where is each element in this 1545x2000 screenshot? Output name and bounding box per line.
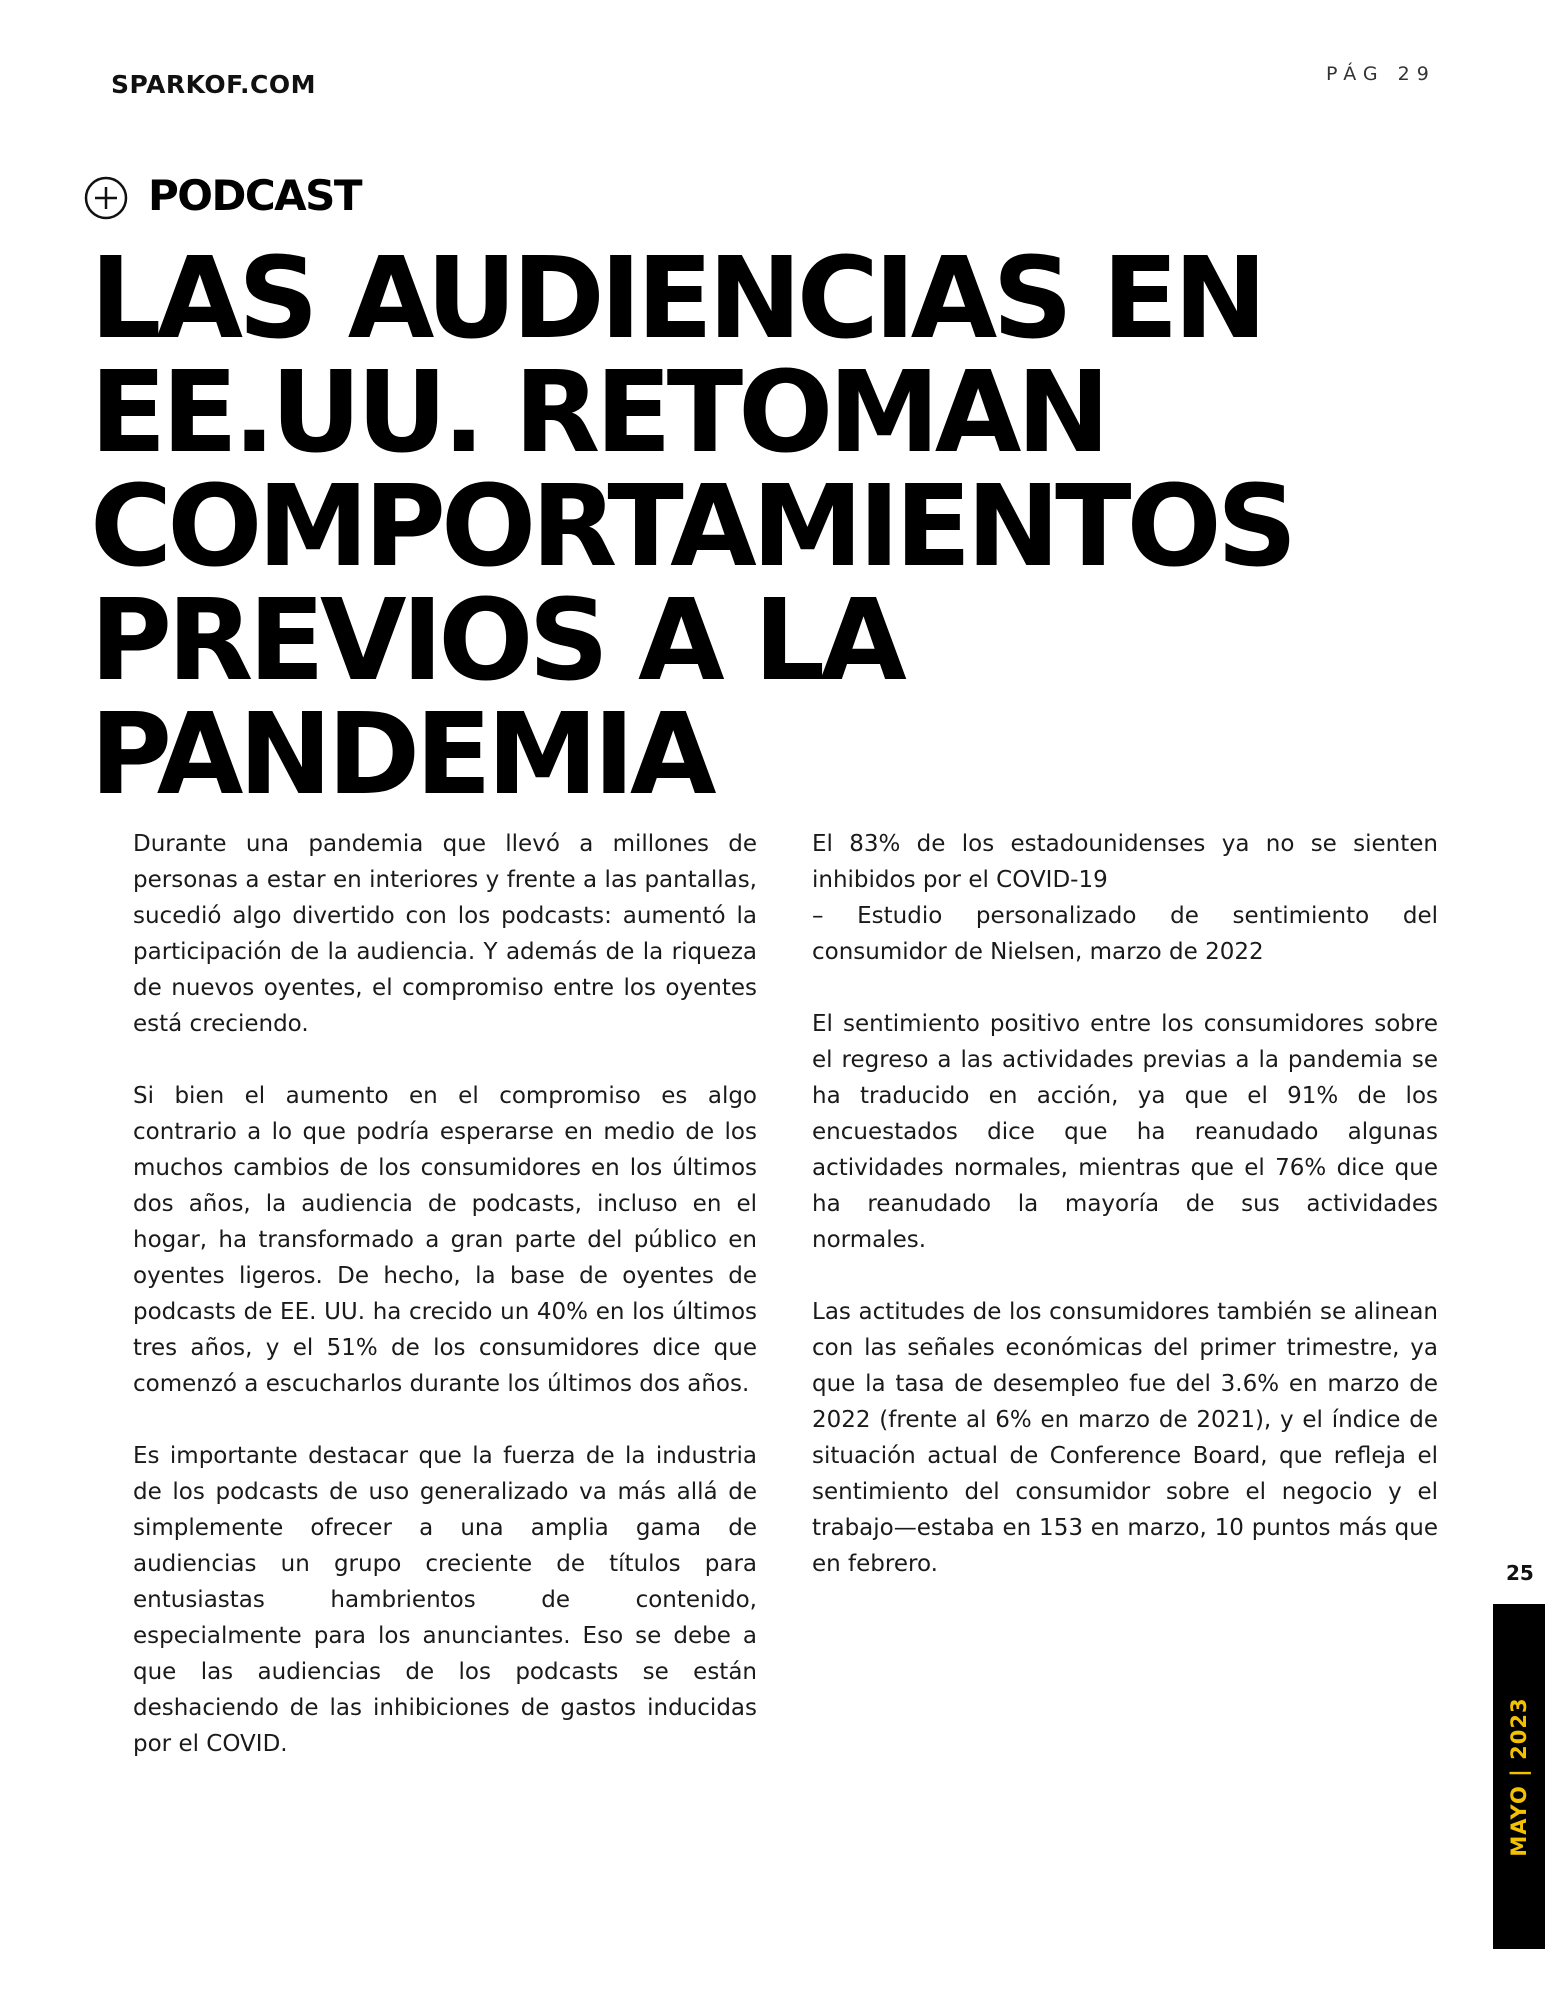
body-paragraph: El sentimiento positivo entre los consumidores sobre el regreso a las actividades previas a la pandemia se ha traducido en acción, ya que el 91% de los encuestados dice que ha reanudado algunas actividades normales, mientras que el 76% dice que ha reanudado la mayoría de sus actividades normales. [812, 1011, 1438, 1253]
headline-line: EE.UU. RETOMAN [90, 348, 1106, 478]
left-column [133, 826, 757, 1798]
page-label: PÁG 29 [1326, 63, 1436, 85]
page-number: 25 [1506, 1561, 1534, 1585]
body-paragraph: Es importante destacar que la fuerza de la industria de los podcasts de uso generalizado va más allá de simplemente ofrecer a una amplia gama de audiencias un grupo creciente de títulos para entusiastas hambrientos de contenido, especialmente para los anunciantes. Eso se debe a que las audiencias de los podcasts se están deshaciendo de las inhibiciones de gastos inducidas por el COVID. [133, 1443, 757, 1757]
right-column [812, 826, 1438, 1618]
quote-source: – Estudio personalizado de sentimiento del consumidor de Nielsen, marzo de 2022 [812, 903, 1438, 965]
headline-line: PANDEMIA [90, 690, 712, 820]
plus-circle-icon [84, 176, 128, 220]
quote-text: El 83% de los estadounidenses ya no se sienten inhibidos por el COVID-19 [812, 831, 1438, 893]
headline-line: LAS AUDIENCIAS EN [90, 234, 1263, 364]
brand-name: SPARKOF.COM [111, 70, 317, 99]
section-label: PODCAST [148, 170, 362, 220]
body-paragraph: Durante una pandemia que llevó a millones de personas a estar en interiores y frente a las pantallas, sucedió algo divertido con los podcasts: aumentó la participación de la audiencia. Y además de la riqueza de nuevos oyentes, el compromiso entre los oyentes está creciendo. [133, 831, 757, 1037]
body-paragraph: Si bien el aumento en el compromiso es algo contrario a lo que podría esperarse en medio de los muchos cambios de los consumidores en los últimos dos años, la audiencia de podcasts, incluso en el hogar, ha transformado a gran parte del público en oyentes ligeros. De hecho, la base de oyentes de podcasts de EE. UU. ha crecido un 40% en los últimos tres años, y el 51% de los consumidores dice que comenzó a escucharlos durante los últimos dos años. [133, 1083, 757, 1397]
headline-line: PREVIOS A LA [90, 576, 902, 706]
pull-quote [812, 826, 1438, 970]
body-paragraph: Las actitudes de los consumidores también se alinean con las señales económicas del primer trimestre, ya que la tasa de desempleo fue del 3.6% en marzo de 2022 (frente al 6% en marzo de 2021), y el índice de situación actual de Conference Board, que refleja el sentimiento del consumidor sobre el negocio y el trabajo—estaba en 153 en marzo, 10 puntos más que en febrero. [812, 1299, 1438, 1577]
headline-line: COMPORTAMIENTOS [90, 462, 1293, 592]
article-headline [90, 234, 1390, 820]
section-header [84, 170, 361, 220]
issue-date-tab [1493, 1604, 1545, 1949]
issue-date: MAYO | 2023 [1507, 1696, 1531, 1857]
